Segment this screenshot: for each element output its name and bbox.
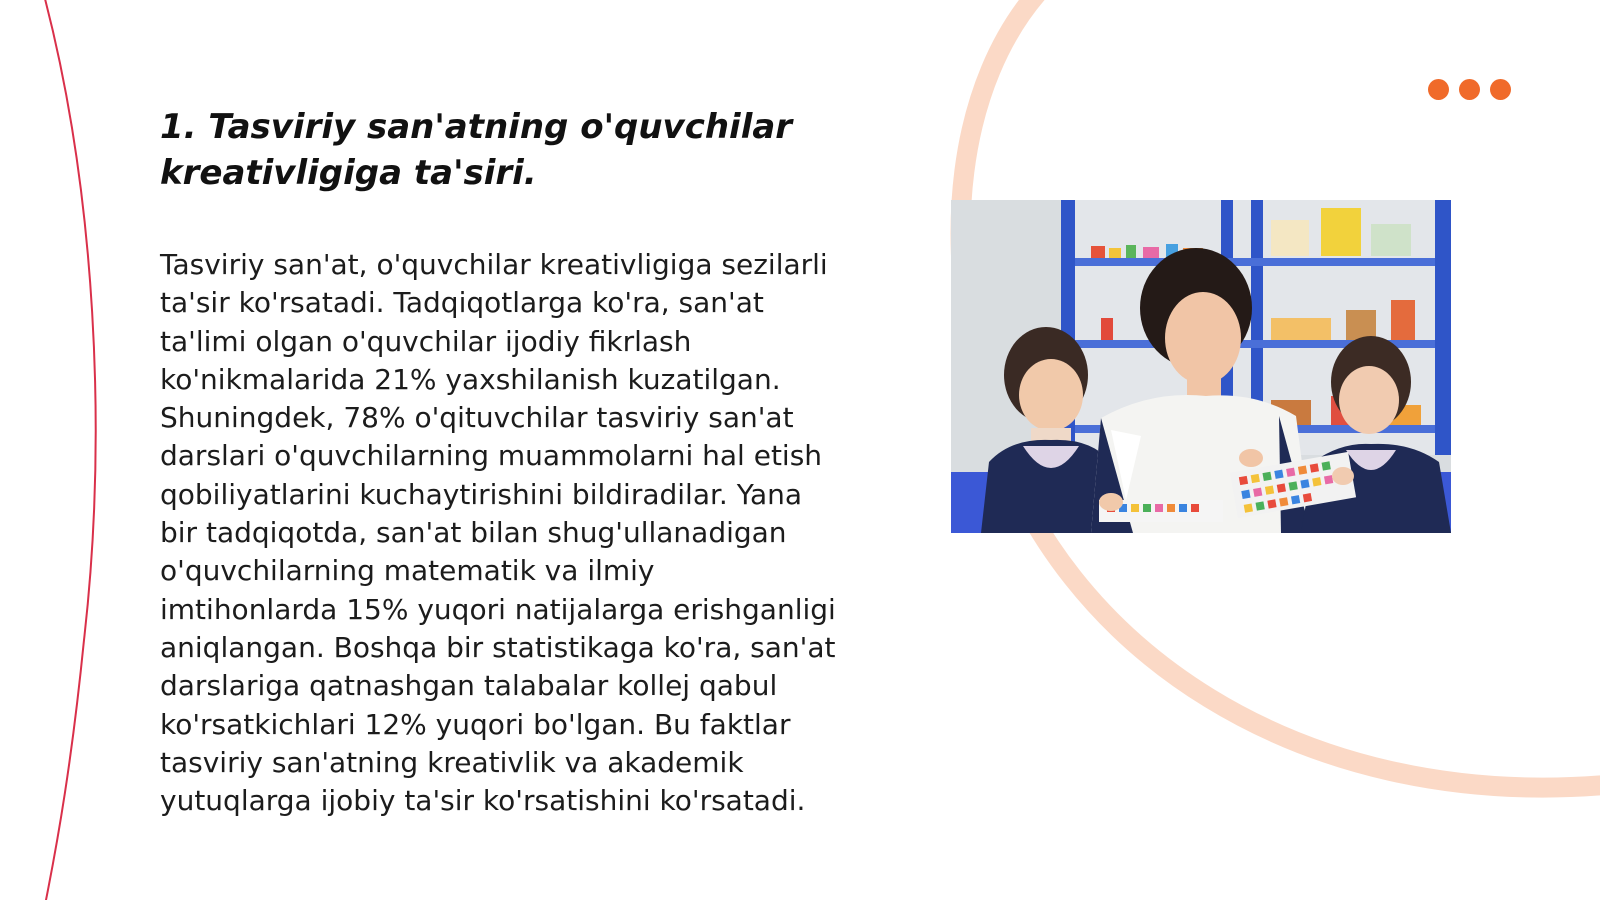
slide-body-text: Tasviriy san'at, o'quvchilar kreativligiga sezilarli ta'sir ko'rsatadi. Tadqiqotlarga ko'ra, san'at ta'limi olgan o'quvchilar ijodiy fikrlash ko'nikmalarida 21% yaxshilanish kuzatilgan. Shuningdek, 78% o'qituvchilar tasviriy san'at darslari o'quvchilarning muammolarni hal etish qobiliyatlarini kuchaytirishini bildiradilar. Yana bir tadqiqotda, san'at bilan shug'ullanadigan o'quvchilarning matematik va ilmiy imtihonlarda 15% yuqori natijalarga erishganligi aniqlangan. Boshqa bir statistikaga ko'ra, san'at darslariga qatnashgan talabalar kollej qabul ko'rsatkichlari 12% yuqori bo'lgan. Bu faktlar tasviriy san'atning kreativlik va akademik yutuqlarga ijobiy ta'sir ko'rsatishini ko'rsatadi.: [160, 248, 836, 818]
left-accent-line: [44, 0, 96, 900]
dot-icon: [1428, 79, 1449, 100]
more-dots-icon: [1428, 79, 1512, 101]
slide-title: 1. Tasviriy san'atning o'quvchilar kreativligiga ta'siri.: [160, 107, 793, 193]
dot-icon: [1490, 79, 1511, 100]
classroom-photo: [951, 200, 1451, 533]
dot-icon: [1459, 79, 1480, 100]
